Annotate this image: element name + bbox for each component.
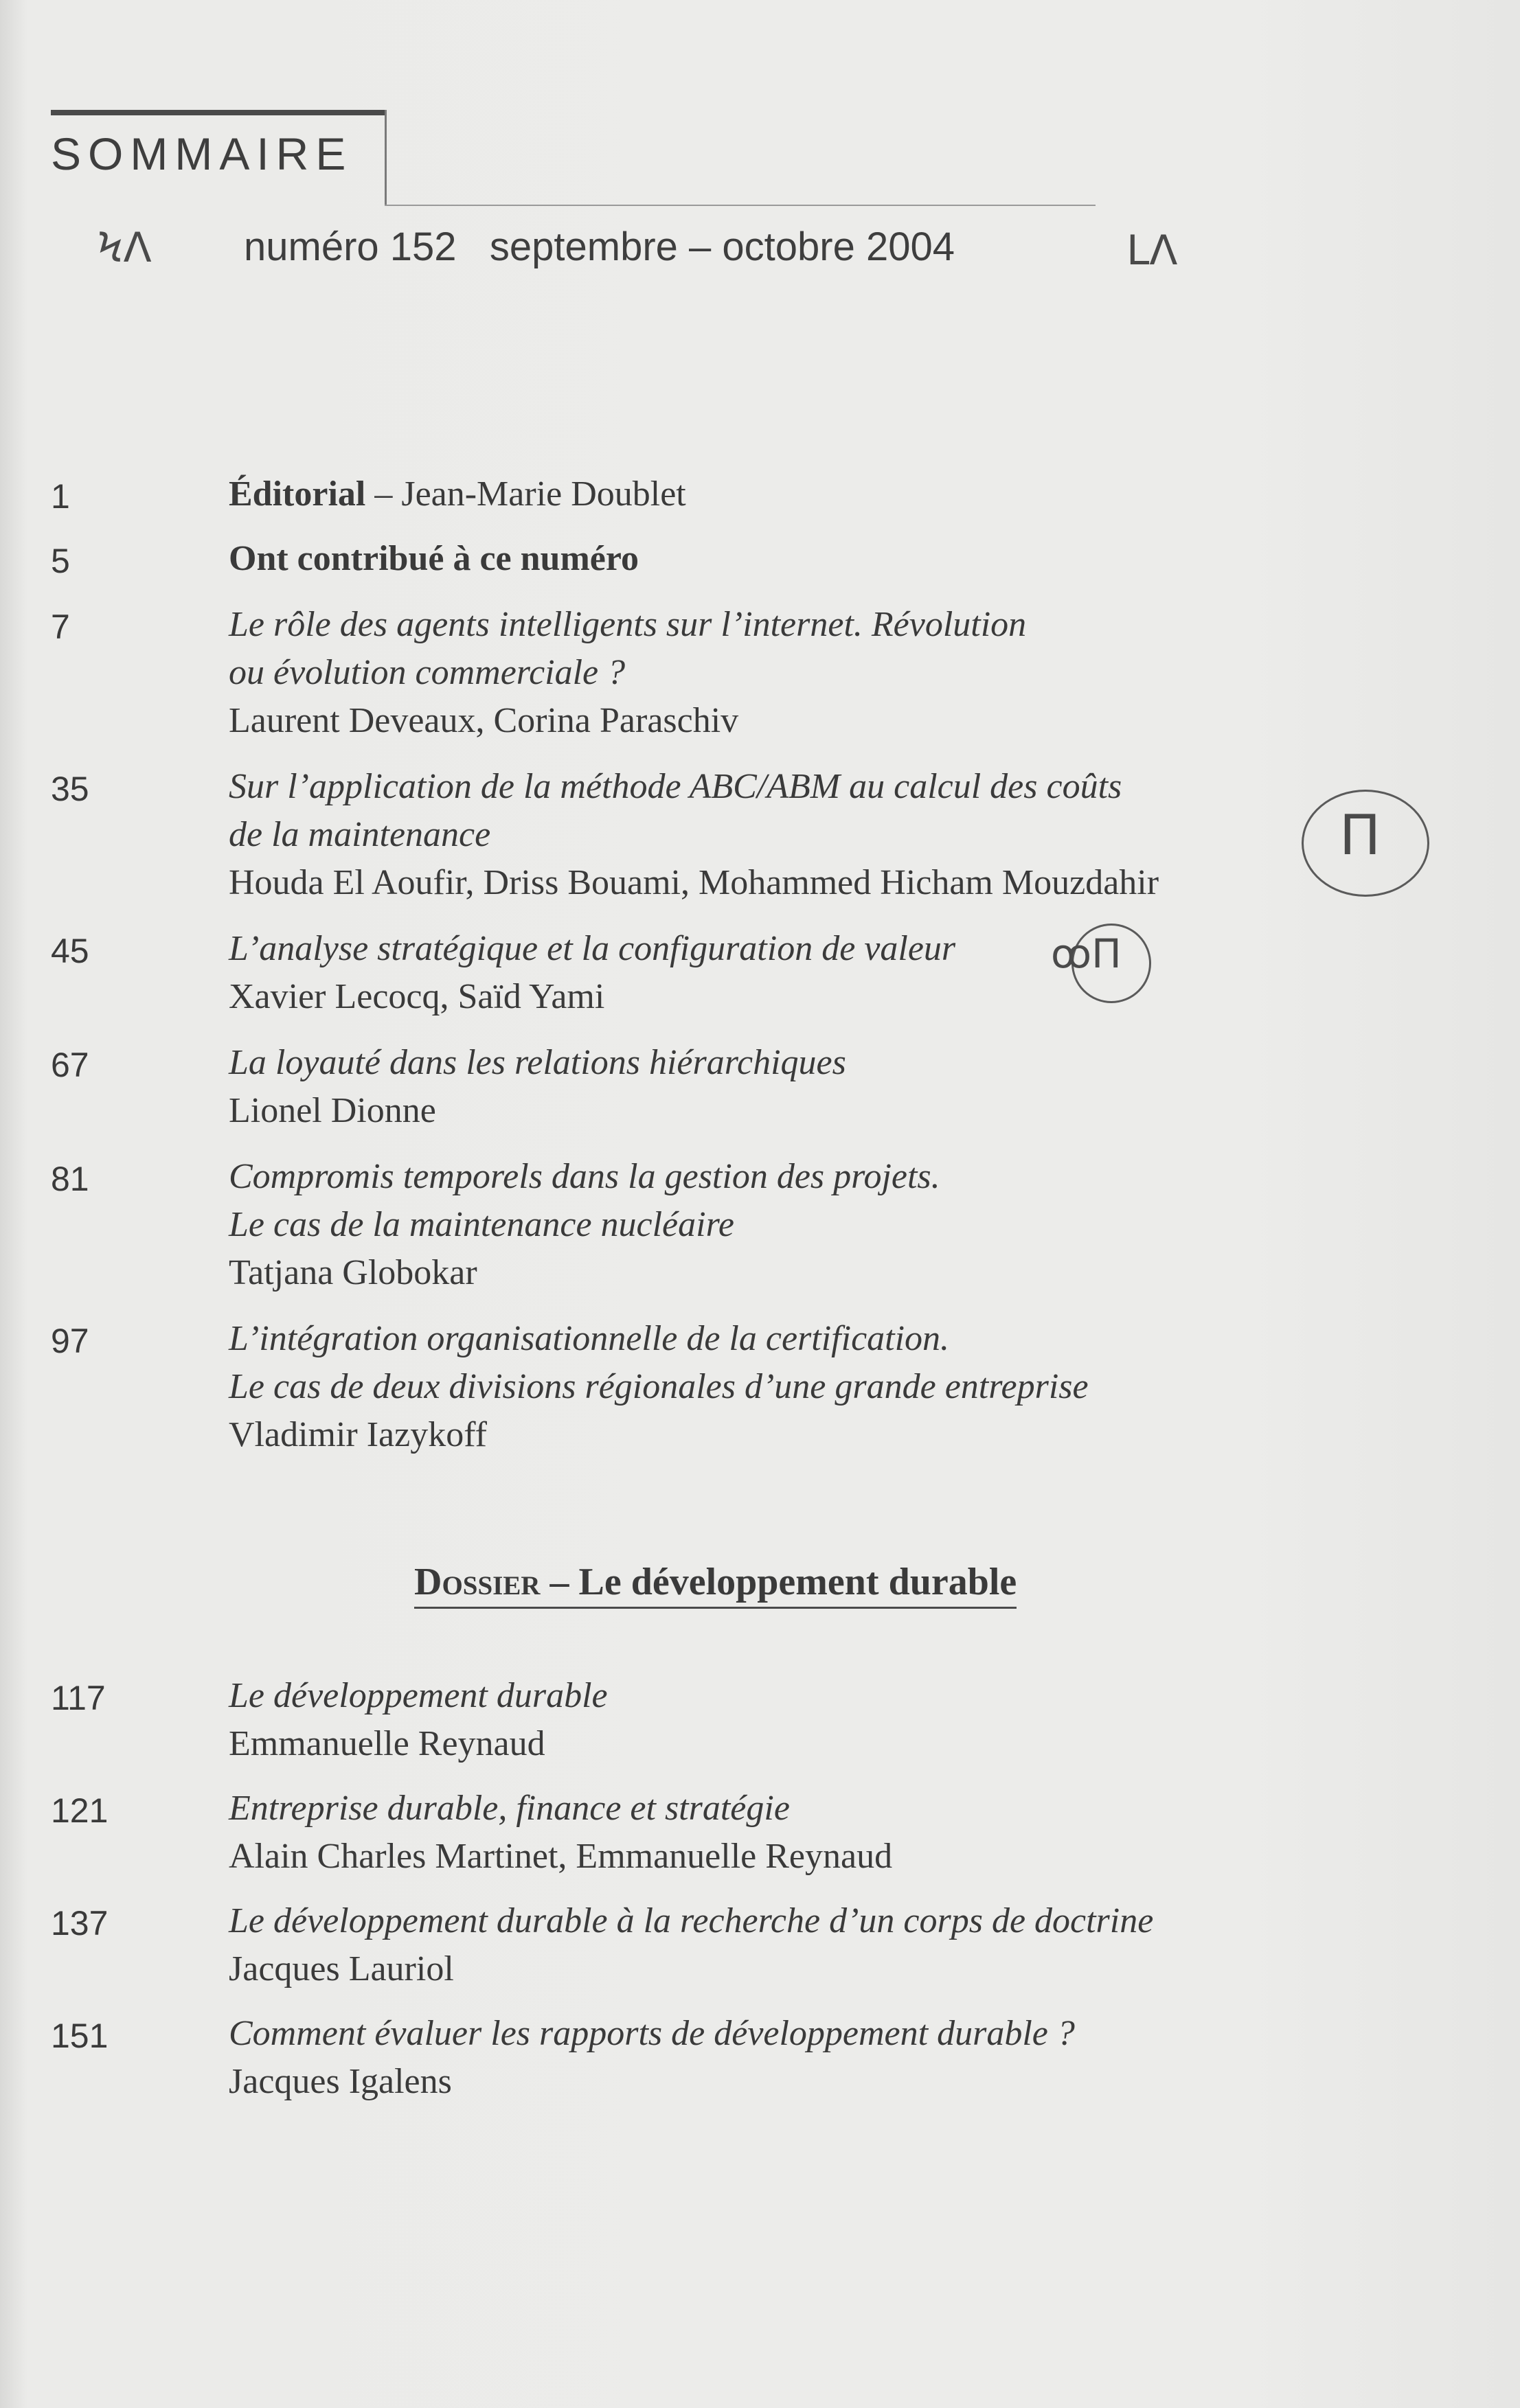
entry-authors: Xavier Lecocq, Saïd Yami bbox=[229, 977, 605, 1016]
entry-page-number: 97 bbox=[51, 1322, 89, 1360]
entry-page-number: 121 bbox=[51, 1791, 109, 1830]
entry-page-number: 137 bbox=[51, 1904, 109, 1942]
entry-authors: Tatjana Globokar bbox=[229, 1253, 477, 1292]
dossier-prefix: Dossier bbox=[414, 1561, 541, 1603]
entry-page-number: 67 bbox=[51, 1046, 89, 1084]
entry-authors: Vladimir Iazykoff bbox=[229, 1415, 487, 1454]
entry-page-number: 81 bbox=[51, 1160, 89, 1198]
entry-title-line: ou évolution commerciale ? bbox=[229, 653, 626, 692]
entry-page-number: 117 bbox=[51, 1679, 106, 1717]
entry-title-line: Le rôle des agents intelligents sur l’internet. Révolution bbox=[229, 605, 1027, 644]
header-divider-horizontal bbox=[385, 205, 1096, 206]
entry-page-number: 151 bbox=[51, 2017, 109, 2055]
entry-title-line: Le développement durable bbox=[229, 1676, 608, 1715]
entry-contributors: Ont contribué à ce numéro bbox=[229, 539, 639, 578]
handwritten-mark-right: LΛ bbox=[1126, 227, 1178, 275]
entry-title-line: Le cas de la maintenance nucléaire bbox=[229, 1205, 734, 1244]
entry-editorial bbox=[229, 474, 686, 514]
entry-title-line: Comment évaluer les rapports de développement durable ? bbox=[229, 2014, 1075, 2053]
entry-authors: Houda El Aoufir, Driss Bouami, Mohammed Hicham Mouzdahir bbox=[229, 863, 1159, 902]
entry-editorial-author: – Jean-Marie Doublet bbox=[365, 474, 686, 514]
handwritten-mark-left: ϞΛ bbox=[96, 224, 152, 272]
entry-title-line: Compromis temporels dans la gestion des projets. bbox=[229, 1157, 940, 1196]
entry-page-number: 7 bbox=[51, 608, 70, 646]
entry-page-number: 35 bbox=[51, 770, 89, 808]
entry-title-line: Entreprise durable, finance et stratégie bbox=[229, 1789, 790, 1828]
entry-page-number: 45 bbox=[51, 932, 89, 970]
entry-page-number: 1 bbox=[51, 477, 70, 516]
header-rule bbox=[51, 110, 386, 115]
entry-title-line: Le développement durable à la recherche d’un corps de doctrine bbox=[229, 1901, 1154, 1940]
handwritten-mark-circled: ꝏΠ bbox=[1051, 930, 1122, 977]
entry-title-line: de la maintenance bbox=[229, 815, 491, 854]
entry-authors: Alain Charles Martinet, Emmanuelle Reynaud bbox=[229, 1837, 893, 1876]
entry-title-line: Le cas de deux divisions régionales d’une grande entreprise bbox=[229, 1367, 1089, 1406]
entry-editorial-label: Éditorial bbox=[229, 474, 366, 514]
entry-title-line: L’intégration organisationnelle de la certification. bbox=[229, 1319, 950, 1358]
entry-authors: Lionel Dionne bbox=[229, 1091, 436, 1130]
entry-title-line: L’analyse stratégique et la configuration de valeur bbox=[229, 929, 956, 968]
issue-line: numéro 152 septembre – octobre 2004 bbox=[244, 225, 955, 269]
header-divider-vertical bbox=[385, 110, 387, 206]
entry-authors: Jacques Igalens bbox=[229, 2062, 452, 2101]
handwritten-mark-circled: Π bbox=[1339, 803, 1381, 867]
entry-authors: Emmanuelle Reynaud bbox=[229, 1724, 545, 1763]
dossier-heading bbox=[414, 1560, 1017, 1609]
page-title: SOMMAIRE bbox=[51, 128, 353, 179]
dossier-title: – Le développement durable bbox=[540, 1561, 1017, 1603]
entry-page-number: 5 bbox=[51, 542, 70, 580]
entry-authors: Laurent Deveaux, Corina Paraschiv bbox=[229, 701, 739, 740]
entry-authors: Jacques Lauriol bbox=[229, 1949, 454, 1988]
entry-title-line: Sur l’application de la méthode ABC/ABM au calcul des coûts bbox=[229, 767, 1122, 806]
entry-title-line: La loyauté dans les relations hiérarchiques bbox=[229, 1043, 846, 1082]
